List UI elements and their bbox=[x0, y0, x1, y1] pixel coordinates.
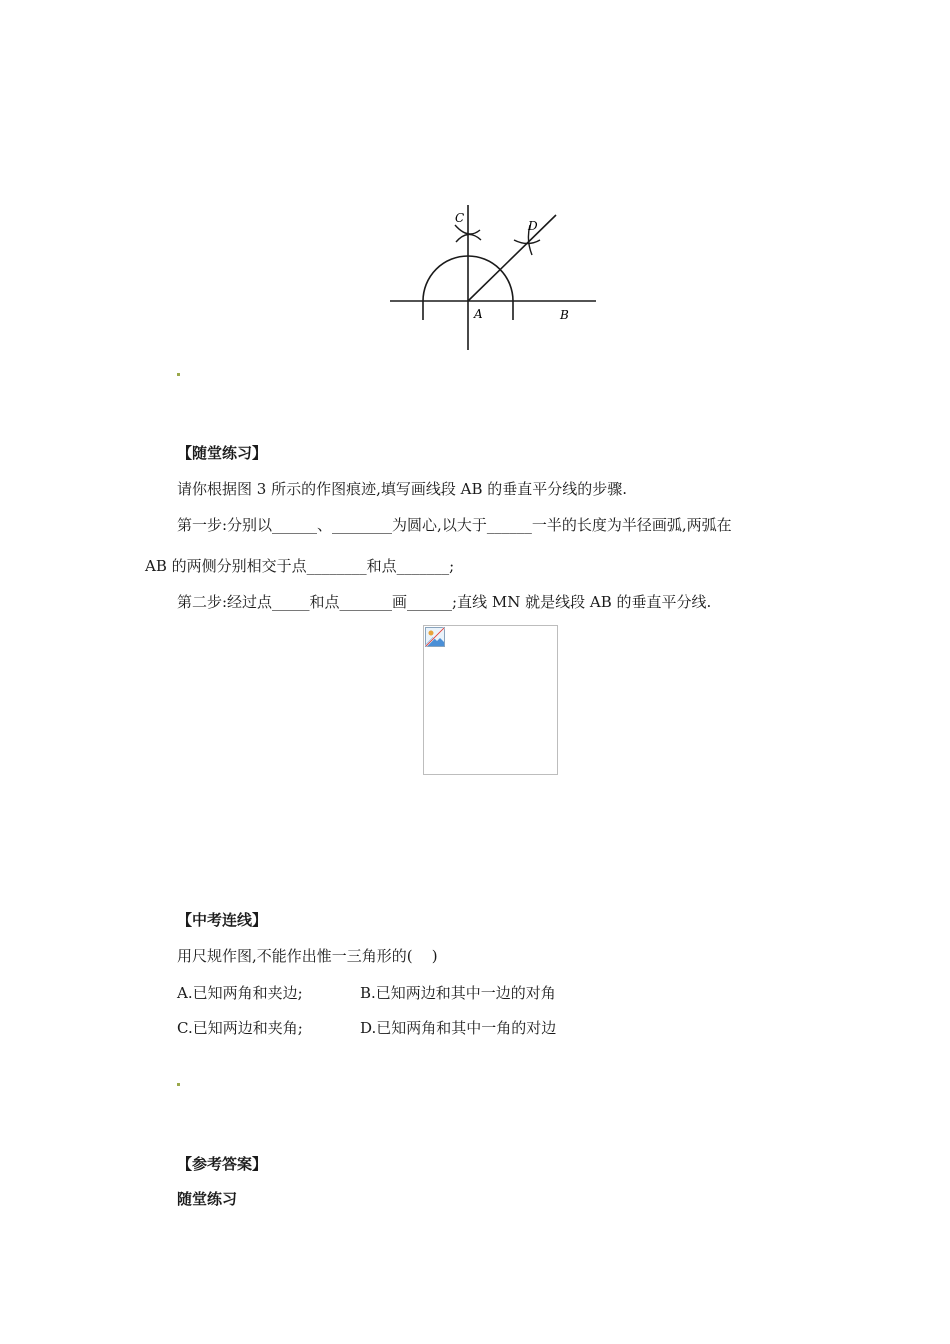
label-b: B bbox=[560, 308, 569, 322]
exam-option-d: D.已知两角和其中一角的对边 bbox=[360, 1019, 557, 1037]
construction-figure bbox=[380, 200, 610, 355]
arc-d-1 bbox=[514, 240, 540, 244]
broken-image-icon bbox=[425, 627, 445, 647]
label-a: A bbox=[474, 307, 483, 321]
exam-option-a: A.已知两角和夹边; bbox=[177, 984, 303, 1002]
paragraph-marker bbox=[177, 373, 180, 376]
practice-step1-line2: AB 的两侧分别相交于点________和点_______; bbox=[145, 557, 455, 575]
label-d: D bbox=[528, 219, 538, 233]
exam-option-c: C.已知两边和夹角; bbox=[177, 1019, 303, 1037]
practice-intro: 请你根据图 3 所示的作图痕迹,填写画线段 AB 的垂直平分线的步骤. bbox=[177, 480, 628, 498]
broken-image bbox=[423, 625, 558, 775]
answers-heading: 【参考答案】 bbox=[177, 1155, 268, 1173]
practice-step2: 第二步:经过点_____和点_______画______;直线 MN 就是线段 AB 的垂直平分线. bbox=[177, 593, 712, 611]
label-c: C bbox=[455, 211, 465, 225]
exam-question: 用尺规作图,不能作出惟一三角形的( ) bbox=[177, 947, 438, 965]
paragraph-marker bbox=[177, 1083, 180, 1086]
answers-subheading: 随堂练习 bbox=[177, 1190, 238, 1208]
practice-step1-line1: 第一步:分别以______、________为圆心,以大于______一半的长度为半径画弧,两弧在 bbox=[177, 516, 732, 534]
exam-option-b: B.已知两边和其中一边的对角 bbox=[360, 984, 556, 1002]
exam-heading: 【中考连线】 bbox=[177, 911, 268, 929]
practice-heading: 【随堂练习】 bbox=[177, 444, 268, 462]
